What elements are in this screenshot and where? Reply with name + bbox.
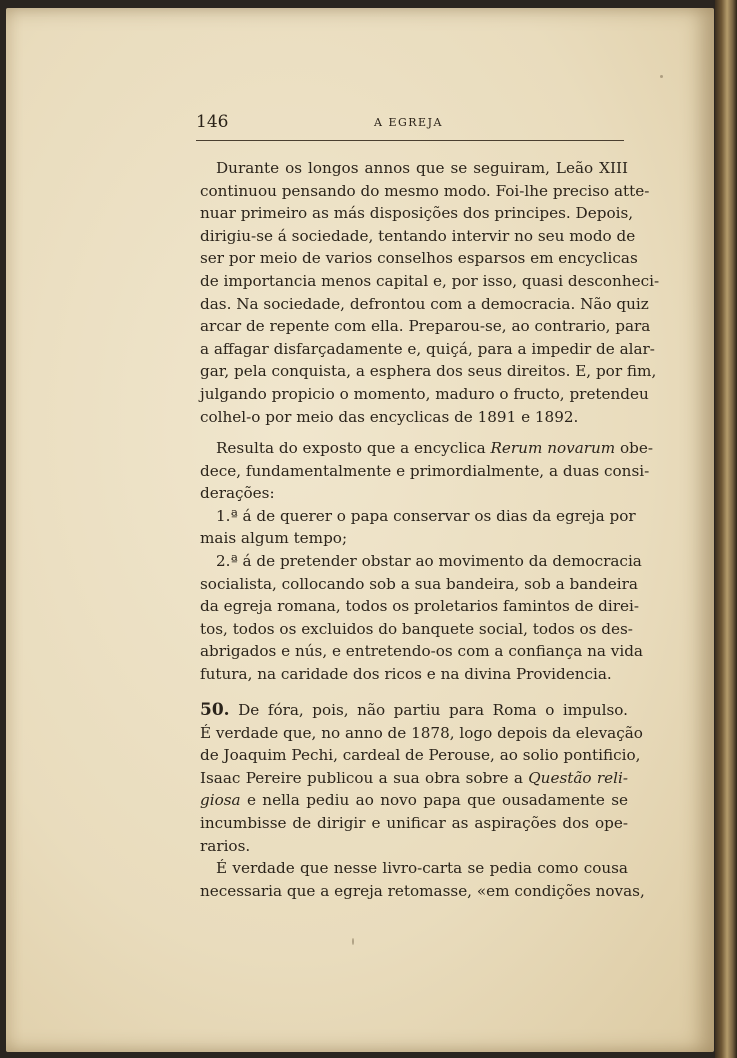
- paragraph-3: [200, 699, 645, 902]
- text-line: rarios.: [200, 836, 251, 855]
- text-line: ser por meio de varios conselhos esparsos em encyclicas: [200, 249, 638, 268]
- text-line: de importancia menos capital e, por isso, quasi desconheci-: [200, 271, 660, 290]
- text-line: necessaria que a egreja retomasse, «em condições novas,: [200, 881, 645, 900]
- text-line: a affagar disfarçadamente e, quiçá, para a impedir de alar-: [200, 339, 655, 358]
- page-number: 146: [196, 112, 229, 132]
- italic-title: Rerum novarum: [490, 439, 616, 457]
- text-line: Durante os longos annos que se seguiram, Leão XIII: [216, 159, 628, 177]
- text-line: dece, fundamentalmente e primordialmente, a duas consi-: [200, 461, 650, 480]
- text-line: de Joaquim Pechi, cardeal de Perouse, ao solio pontificio,: [200, 746, 641, 765]
- page-edge: [715, 0, 737, 1058]
- text-line: [200, 699, 628, 722]
- text-line: dirigiu-se á sociedade, tentando intervir no seu modo de: [200, 226, 636, 245]
- text-line: É verdade que nesse livro-carta se pedia como cousa: [216, 859, 628, 878]
- text-line: tos, todos os excluidos do banquete social, todos os des-: [200, 619, 633, 638]
- text-line: arcar de repente com ella. Preparou-se, ao contrario, para: [200, 317, 651, 336]
- page-header: [196, 112, 624, 138]
- text-line: futura, na caridade dos ricos e na divina Providencia.: [200, 664, 612, 683]
- text-line: derações:: [200, 484, 275, 503]
- text-line: julgando propicio o momento, maduro o fructo, pretendeu: [200, 384, 649, 403]
- text-line: 2.ª á de pretender obstar ao movimento da democracia: [216, 551, 642, 570]
- text-line: das. Na sociedade, defrontou com a democracia. Não quiz: [200, 294, 649, 313]
- text-line-content: De fóra, pois, não partiu para Roma o impulso.: [238, 701, 629, 719]
- text-line: incumbisse de dirigir e unificar as aspirações dos ope-: [200, 813, 628, 832]
- paragraph-1: [200, 157, 660, 428]
- paragraph-2: [200, 437, 654, 686]
- text-line: da egreja romana, todos os proletarios famintos de direi-: [200, 597, 639, 616]
- text-line: Resulta do exposto que a encyclica Rerum novarum obe-: [216, 439, 654, 457]
- italic-title: Questão reli-: [528, 768, 628, 787]
- header-rule: [196, 140, 624, 141]
- italic-title: giosa: [200, 791, 241, 810]
- running-title: A EGREJA: [374, 116, 443, 129]
- paper-speck: [660, 75, 663, 78]
- paper-speck: [352, 938, 354, 945]
- text-line: É verdade que, no anno de 1878, logo depois da elevação: [200, 723, 643, 742]
- text-line: 1.ª á de querer o papa conservar os dias da egreja por: [216, 506, 636, 525]
- text-line: giosa e nella pediu ao novo papa que ousadamente se: [200, 791, 628, 810]
- text-line: mais algum tempo;: [200, 529, 348, 548]
- text-line: continuou pensando do mesmo modo. Foi-lhe preciso atte-: [200, 181, 650, 200]
- text-line: nuar primeiro as más disposições dos principes. Depois,: [200, 204, 634, 223]
- text-line: abrigados e nús, e entretendo-os com a confiança na vida: [200, 642, 643, 661]
- text-line: colhel-o por meio das encyclicas de 1891 e 1892.: [200, 407, 579, 426]
- text-line: gar, pela conquista, a esphera dos seus direitos. E, por fim,: [200, 362, 657, 381]
- text-line: Isaac Pereire publicou a sua obra sobre a Questão reli-: [200, 768, 628, 787]
- text-line: socialista, collocando sob a sua bandeira, sob a bandeira: [200, 574, 638, 593]
- section-number: 50.: [200, 700, 230, 720]
